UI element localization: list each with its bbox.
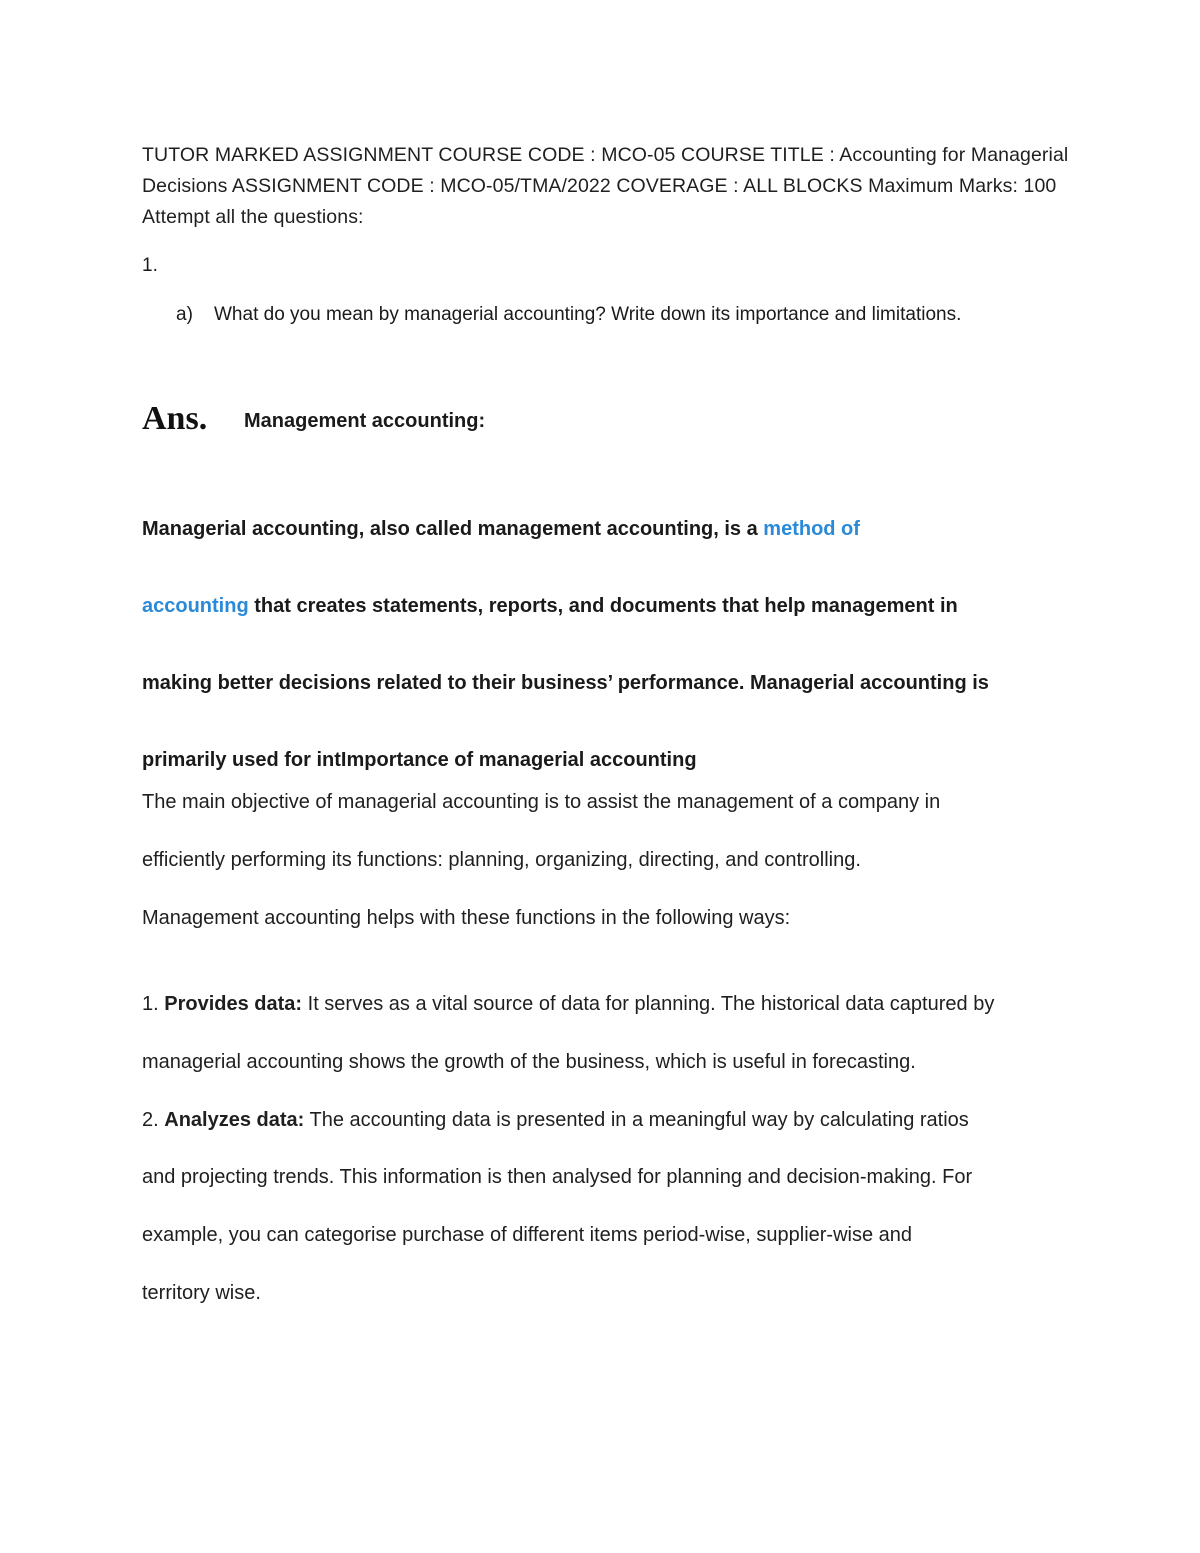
point-2-line-1 <box>142 1109 969 1132</box>
definition-line-4: primarily used for intImportance of managerial accounting <box>142 749 697 771</box>
method-of-link[interactable]: method of <box>763 518 860 540</box>
definition-line-2 <box>142 595 958 618</box>
point-1-line-2: managerial accounting shows the growth of the business, which is useful in forecasting. <box>142 1051 916 1073</box>
question-part-marker: a) <box>176 304 193 325</box>
definition-line-3: making better decisions related to their business’ performance. Managerial accounting is <box>142 672 989 694</box>
point-2-line-3: example, you can categorise purchase of different items period-wise, supplier-wise and <box>142 1224 913 1246</box>
accounting-link[interactable]: accounting <box>142 595 249 617</box>
point-label: 1. <box>142 993 165 1015</box>
point-text: The accounting data is presented in a meaningful way by calculating ratios <box>304 1109 969 1131</box>
header-line-3: Attempt all the questions: <box>142 206 364 228</box>
importance-line-1: The main objective of managerial accounting is to assist the management of a company in <box>142 791 941 813</box>
answer-label: Ans. <box>142 400 208 437</box>
point-2-line-2: and projecting trends. This information is then analysed for planning and decision-making. For <box>142 1166 973 1188</box>
importance-line-2: efficiently performing its functions: planning, organizing, directing, and controlling. <box>142 849 861 871</box>
definition-line-1 <box>142 518 860 541</box>
importance-line-3: Management accounting helps with these functions in the following ways: <box>142 907 791 929</box>
point-label: 2. <box>142 1109 165 1131</box>
point-title: Analyzes data: <box>164 1109 305 1131</box>
question-part-text: What do you mean by managerial accounting? Write down its importance and limitations. <box>214 304 962 325</box>
point-text: It serves as a vital source of data for planning. The historical data captured by <box>302 993 995 1015</box>
point-title: Provides data: <box>164 993 303 1015</box>
header-line-1: TUTOR MARKED ASSIGNMENT COURSE CODE : MCO-05 COURSE TITLE : Accounting for Managerial <box>142 144 1069 166</box>
question-number: 1. <box>142 255 158 276</box>
header-line-2: Decisions ASSIGNMENT CODE : MCO-05/TMA/2022 COVERAGE : ALL BLOCKS Maximum Marks: 100 <box>142 175 1057 197</box>
definition-text: that creates statements, reports, and documents that help management in <box>248 595 958 617</box>
point-1-line-1 <box>142 993 994 1016</box>
definition-text: Managerial accounting, also called management accounting, is a <box>142 518 764 540</box>
point-2-line-4: territory wise. <box>142 1282 261 1304</box>
answer-heading: Management accounting: <box>244 410 486 432</box>
